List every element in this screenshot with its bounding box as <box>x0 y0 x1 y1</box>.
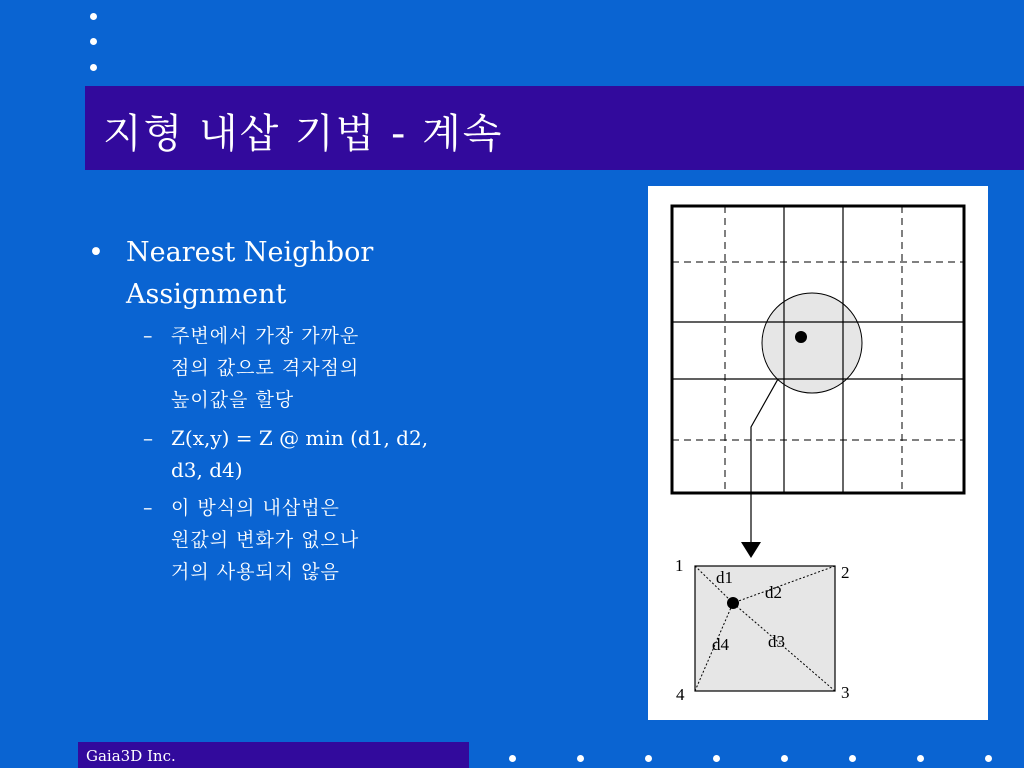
sub-bullet-line: 주변에서 가장 가까운 <box>171 325 360 347</box>
decor-dot <box>90 38 97 45</box>
sub-bullet-line: Z(x,y) = Z @ min (d1, d2, <box>171 426 429 450</box>
interpolation-figure <box>648 186 988 720</box>
corner-label: 4 <box>676 685 685 704</box>
search-radius-circle <box>762 293 862 393</box>
distance-label: d4 <box>712 635 729 654</box>
corner-label: 2 <box>841 563 850 582</box>
decor-dot <box>90 13 97 20</box>
sub-bullet-line: 높이값을 할당 <box>171 389 295 411</box>
sub-bullet <box>88 320 488 416</box>
sub-bullet-line: 이 방식의 내삽법은 <box>171 497 340 519</box>
sub-bullet-line: 거의 사용되지 않음 <box>171 561 340 583</box>
distance-label: d1 <box>716 568 733 587</box>
main-bullet <box>88 232 488 316</box>
decor-dot <box>713 755 720 762</box>
decor-dot <box>849 755 856 762</box>
main-bullet-line: Assignment <box>126 279 287 310</box>
distance-label: d3 <box>768 632 785 651</box>
decor-dot <box>577 755 584 762</box>
sub-bullet-line: 점의 값으로 격자점의 <box>171 357 360 379</box>
decor-dot <box>645 755 652 762</box>
corner-label: 1 <box>675 556 684 575</box>
slide-content <box>88 232 488 588</box>
sub-bullet-marker: – <box>143 325 154 347</box>
sub-bullet <box>88 422 488 486</box>
sub-bullet <box>88 492 488 588</box>
sub-bullet-marker: – <box>143 426 153 450</box>
connector-line <box>751 379 778 544</box>
sample-point-marker <box>727 597 739 609</box>
grid-point-marker <box>795 331 807 343</box>
figure-svg <box>648 186 988 720</box>
sub-bullet-marker: – <box>143 497 154 519</box>
distance-label: d2 <box>765 583 782 602</box>
decor-dot <box>917 755 924 762</box>
bullet-marker: • <box>88 237 104 268</box>
arrow-head <box>741 542 761 558</box>
decor-dot <box>509 755 516 762</box>
footer-company: Gaia3D Inc. <box>86 747 176 765</box>
decor-dot <box>781 755 788 762</box>
main-bullet-line: Nearest Neighbor <box>126 237 374 268</box>
corner-label: 3 <box>841 683 850 702</box>
slide-title: 지형 내삽 기법 - 계속 <box>103 111 504 157</box>
sub-bullet-line: 원값의 변화가 없으나 <box>171 529 360 551</box>
decor-dot <box>985 755 992 762</box>
sub-bullet-line: d3, d4) <box>171 458 243 482</box>
decor-dot <box>90 64 97 71</box>
